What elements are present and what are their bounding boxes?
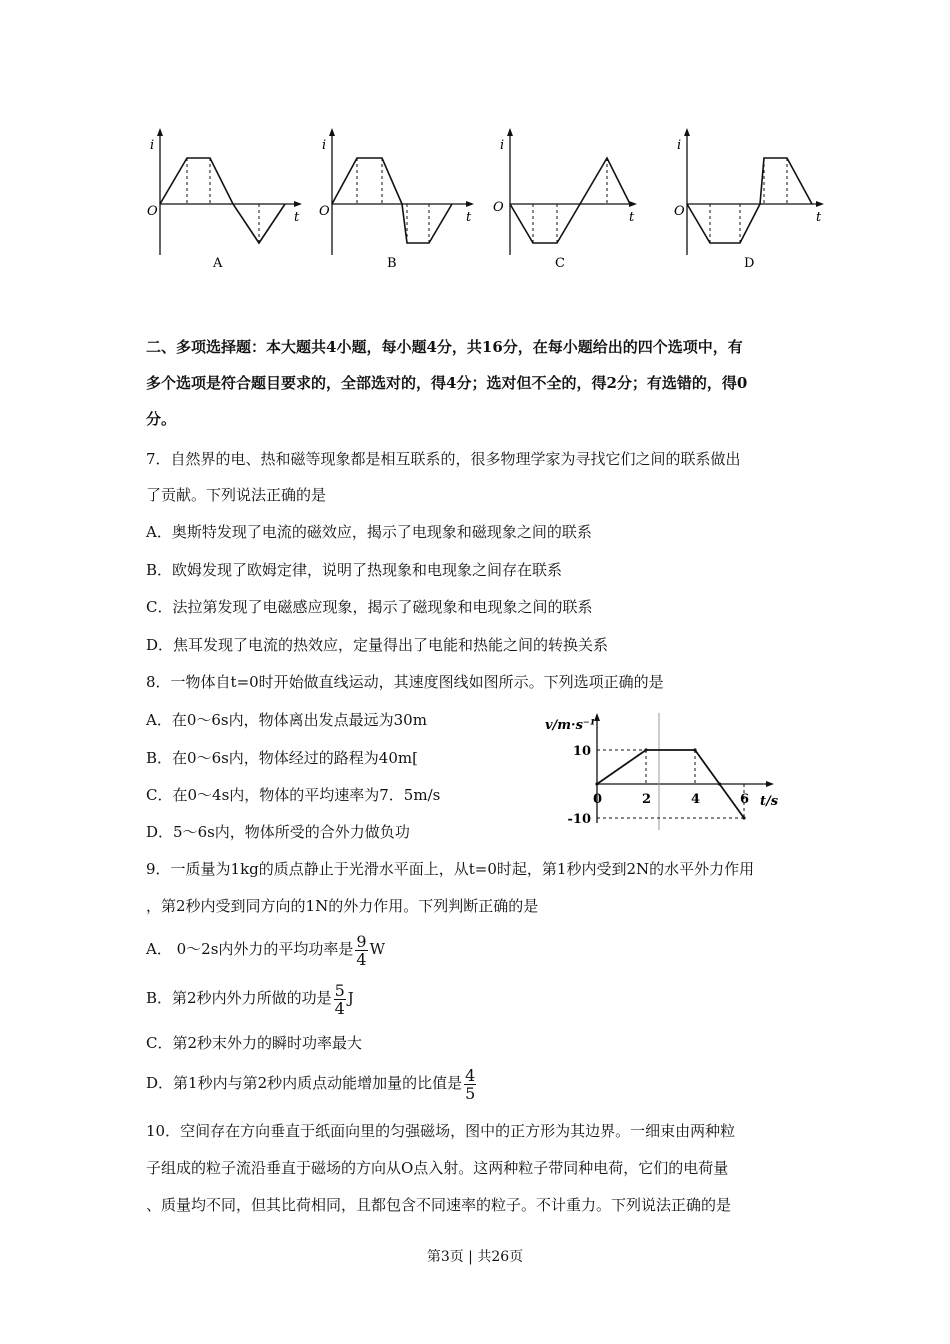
q10-line1: 10．空间存在方向垂直于纸面向里的匀强磁场，图中的正方形为其边界。一细束由两种粒 [146,1122,736,1140]
graph-a [147,128,302,271]
graph-c [493,128,637,271]
q9-option-b-unit: J [347,989,354,1007]
q9-d-numerator: 4 [465,1065,476,1085]
current-graphs-figure [135,125,835,275]
vt-y-label: v/m·s⁻¹ [545,718,596,733]
q9-stem-line1: 9．一质量为1kg的质点静止于光滑水平面上，从t=0时起，第1秒内受到2N的水平外力作用 [146,860,755,878]
velocity-time-chart [538,705,798,835]
q9-a-numerator: 9 [356,931,367,951]
q7-option-a: A．奥斯特发现了电流的磁效应，揭示了电现象和磁现象之间的联系 [146,523,592,541]
q9-d-denominator: 5 [465,1083,476,1103]
vt-x-tick-label: 2 [642,792,652,807]
graph-d [674,128,824,271]
graph-a-label: A [213,256,223,271]
section2-line1: 二、多项选择题：本大题共4小题，每小题4分，共16分，在每小题给出的四个选项中，有 [146,338,743,356]
q8-option-a: A．在0～6s内，物体离出发点最远为30m [146,711,427,729]
q9-stem-line2: ，第2秒内受到同方向的1N的外力作用。下列判断正确的是 [146,897,539,915]
vt-x-tick-label: 4 [691,792,701,807]
vt-y-tick-label: -10 [567,812,591,827]
q7-option-c: C．法拉第发现了电磁感应现象，揭示了磁现象和电现象之间的联系 [146,598,593,616]
q8-option-c: C．在0～4s内，物体的平均速率为7．5m/s [146,786,441,804]
q9-a-denominator: 4 [356,949,367,969]
q9-option-a-unit: W [369,940,385,958]
graph-b-label: B [387,256,397,271]
vt-x-label: t/s [760,794,779,809]
vt-x-axis-arrow [766,781,774,787]
vt-y-tick-label: 10 [572,744,591,759]
q9-option-d-fraction [464,1067,476,1102]
graph-c-origin: O [493,200,504,215]
q9-option-b [146,977,354,1019]
graph-a-origin: O [147,204,158,219]
vt-data-point [595,782,598,785]
graph-d-i-label: i [677,138,682,153]
q10-line2: 子组成的粒子流沿垂直于磁场的方向从O点入射。这两种粒子带同种电荷，它们的电荷量 [146,1159,729,1177]
graph-c-t-label: t [629,210,635,225]
q8-option-b: B．在0～6s内，物体经过的路程为40m[ [146,749,418,767]
q8-stem: 8．一物体自t=0时开始做直线运动，其速度图线如图所示。下列选项正确的是 [146,673,664,691]
q9-option-c: C．第2秒末外力的瞬时功率最大 [146,1034,363,1052]
q7-option-d: D．焦耳发现了电流的热效应，定量得出了电能和热能之间的转换关系 [146,636,609,654]
q9-option-b-text: B．第2秒内外力所做的功是 [146,989,332,1007]
q10-line3: 、质量均不同，但其比荷相同，且都包含不同速率的粒子。不计重力。下列说法正确的是 [146,1196,732,1214]
vt-data-point [718,782,721,785]
q9-option-a [146,928,385,970]
vt-x-tick-label: 0 [593,792,603,807]
graph-b-t-label: t [466,210,472,225]
q9-option-d-text: D．第1秒内与第2秒内质点动能增加量的比值是 [146,1074,463,1092]
graph-c-label: C [555,256,565,271]
q7-stem-line1: 7．自然界的电、热和磁等现象都是相互联系的，很多物理学家为寻找它们之间的联系做出 [146,450,741,468]
q9-option-a-fraction [355,933,367,968]
graph-a-t-label: t [294,210,300,225]
graph-d-label: D [744,256,755,271]
q7-stem-line2: 了贡献。下列说法正确的是 [146,486,327,504]
graph-a-i-label: i [150,138,155,153]
q9-option-d [146,1062,478,1104]
vt-x-tick-label: 6 [740,792,750,807]
q9-b-numerator: 5 [334,980,345,1000]
graph-b-i-label: i [322,138,327,153]
graph-b-origin: O [319,204,330,219]
section2-line2: 多个选项是符合题目要求的，全部选对的，得4分；选对但不全的，得2分；有选错的，得0 [146,374,748,392]
q9-b-denominator: 4 [334,998,345,1018]
section2-line3: 分。 [146,410,177,428]
q9-option-b-fraction [334,982,346,1017]
q9-option-a-text: A． 0～2s内外力的平均功率是 [146,940,354,958]
graph-b [319,128,474,271]
q7-option-b: B．欧姆发现了欧姆定律，说明了热现象和电现象之间存在联系 [146,561,563,579]
page-footer: 第3页 | 共26页 [426,1249,524,1265]
graph-d-t-label: t [816,210,822,225]
graph-d-origin: O [674,204,685,219]
q8-option-d: D．5～6s内，物体所受的合外力做负功 [146,823,410,841]
graph-c-i-label: i [500,138,505,153]
